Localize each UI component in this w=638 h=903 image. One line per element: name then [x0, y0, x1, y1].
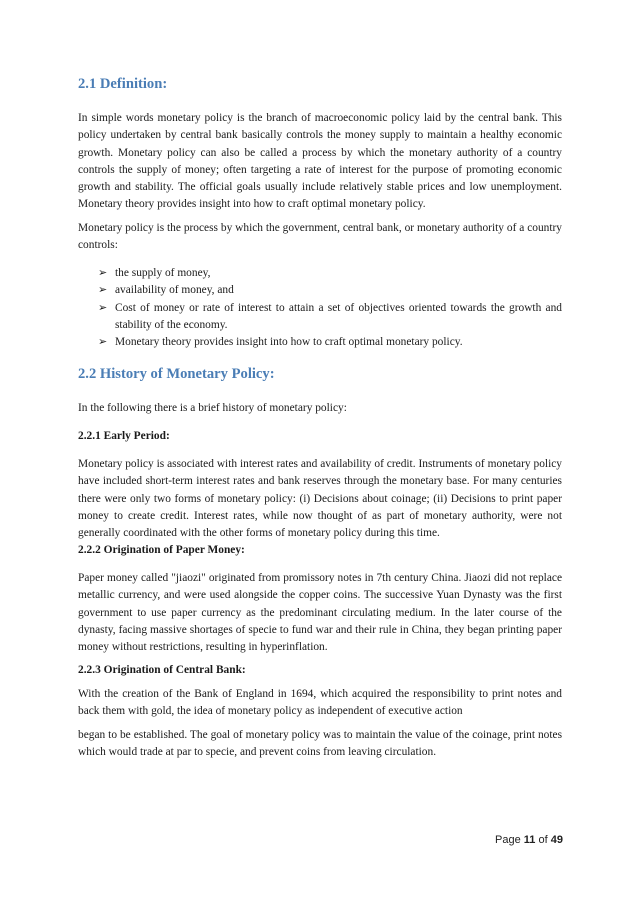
page-label: Page — [495, 834, 521, 846]
page-footer — [495, 834, 563, 846]
page-number: 11 — [523, 834, 536, 846]
subheading-central-bank: 2.2.3 Origination of Central Bank: — [78, 664, 246, 676]
total-pages: 49 — [550, 834, 563, 846]
section-heading-history: 2.2 History of Monetary Policy: — [78, 366, 275, 382]
list-item: ➢ Monetary theory provides insight into how to craft optimal monetary policy. — [78, 334, 562, 351]
central-bank-paragraph-2: began to be established. The goal of monetary policy was to maintain the value of the coinage, print notes which would trade at par to specie, and prevent coins from leaving circulation. — [78, 729, 562, 759]
definition-paragraph: In simple words monetary policy is the branch of macroeconomic policy laid by the central bank. This policy undertaken by central bank basically controls the money supply to maintain a healthy economic growth. Monetary policy can also be called a process by which the monetary authority of a country controls the supply of money; often targeting a rate of interest for the purpose of promoting economic growth and stability. The official goals usually include relatively stable prices and low unemployment. Monetary theory provides insight into how to craft optimal monetary policy. — [78, 112, 562, 211]
section-heading-definition: 2.1 Definition: — [78, 76, 168, 92]
paper-money-paragraph: Paper money called "jiaozi" originated from promissory notes in 7th century China. Jiaozi did not replace metallic currency, and were used alongside the copper coins. The successive Yuan Dynasty was the first government to use paper currency as the predominant circulating medium. In the later course of the dynasty, facing massive shortages of specie to fund war and their rule in China, they began printing paper money without restrictions, resulting in hyperinflation. — [78, 572, 562, 654]
history-intro: In the following there is a brief history of monetary policy: — [78, 402, 347, 414]
list-item: ➢ Cost of money or rate of interest to attain a set of objectives oriented towards the growth and stability of the economy. — [98, 301, 562, 331]
controls-paragraph: Monetary policy is the process by which the government, central bank, or monetary authority of a country controls: — [78, 222, 562, 252]
arrow-bullet-icon: ➢ — [98, 336, 108, 349]
central-bank-paragraph-1: With the creation of the Bank of England in 1694, which acquired the responsibility to print notes and back them with gold, the idea of monetary policy as independent of executive action — [78, 688, 562, 718]
arrow-bullet-icon: ➢ — [98, 301, 108, 314]
early-period-paragraph: Monetary policy is associated with interest rates and availability of credit. Instruments of monetary policy have included short-term interest rates and bank reserves through the monetary base. For many centuries there were only two forms of monetary policy: (i) Decisions about coinage; (ii) Decisions to print paper money to create credit. Interest rates, while now thought of as part of monetary authority, were not generally coordinated with the other forms of monetary policy during this time. — [78, 458, 562, 540]
list-item: ➢ availability of money, and — [78, 282, 562, 299]
of-label: of — [538, 834, 548, 846]
list-item: ➢ the supply of money, — [78, 265, 562, 282]
controls-bullet-list — [78, 265, 562, 351]
arrow-bullet-icon: ➢ — [98, 284, 108, 297]
arrow-bullet-icon: ➢ — [98, 267, 108, 279]
subheading-early-period: 2.2.1 Early Period: — [78, 430, 170, 442]
subheading-paper-money: 2.2.2 Origination of Paper Money: — [78, 544, 245, 556]
